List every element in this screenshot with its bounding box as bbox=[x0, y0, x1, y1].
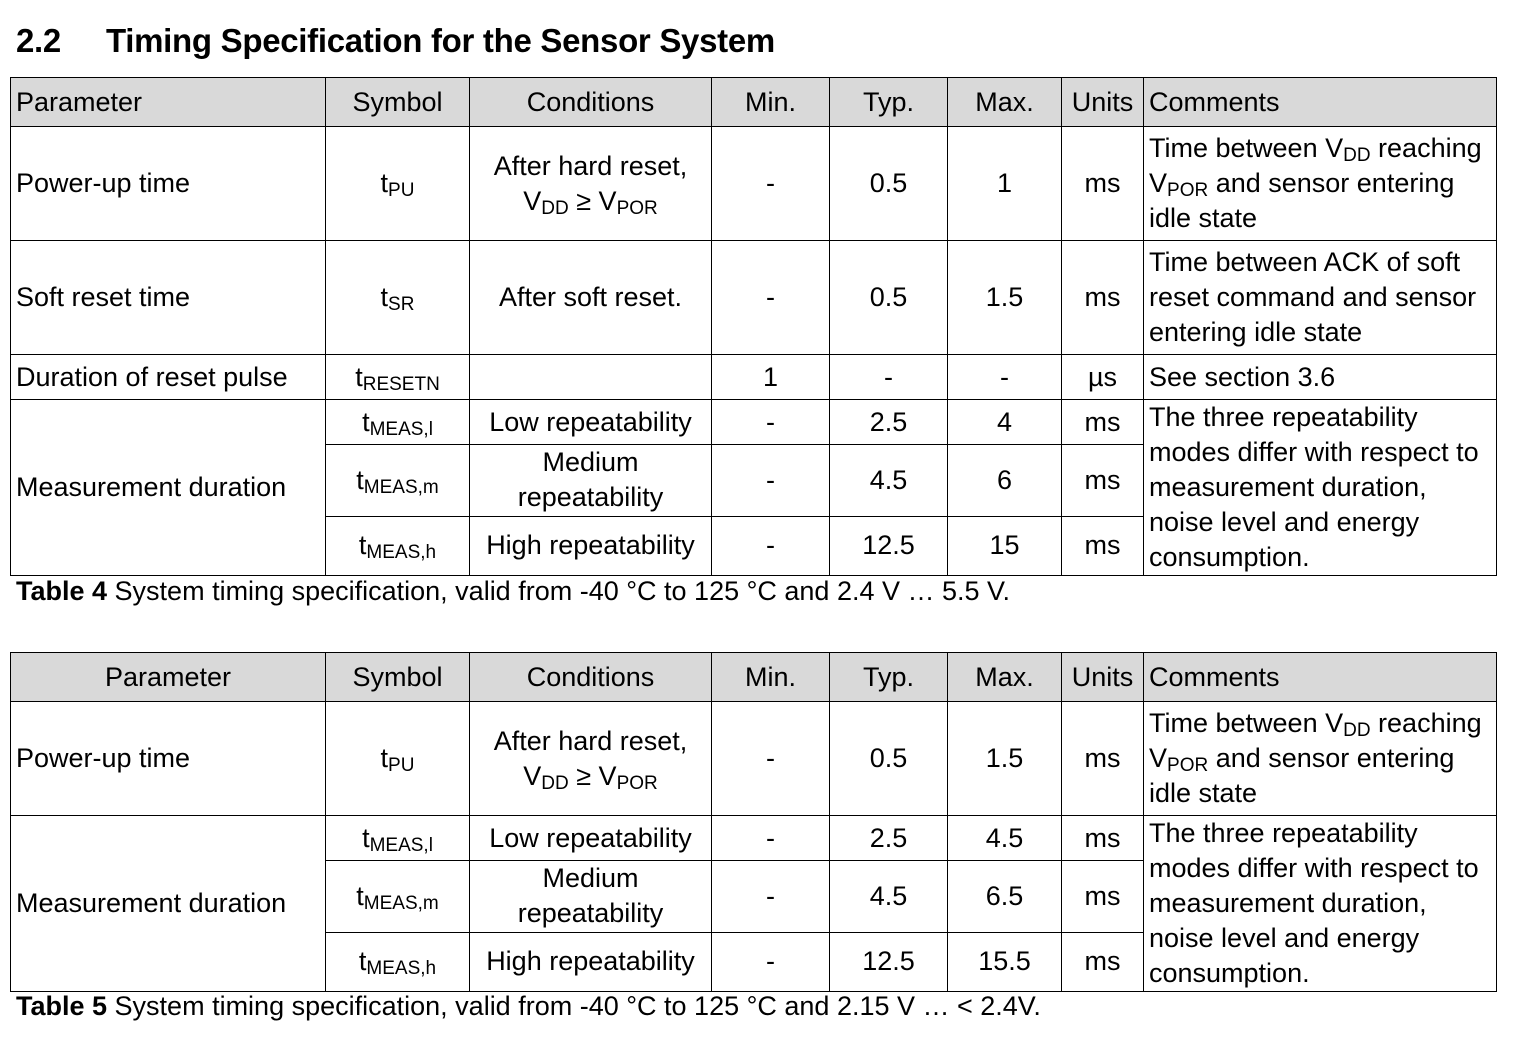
comments-cell: The three repeatability modes differ with respect to measurement duration, noise level and energy consumption. bbox=[1144, 400, 1497, 576]
caption-text: System timing specification, valid from -40 °C to 125 °C and 2.15 V … < 2.4V. bbox=[107, 991, 1041, 1021]
max-cell: 1 bbox=[948, 127, 1062, 241]
min-cell: 1 bbox=[712, 355, 830, 400]
units-cell: µs bbox=[1062, 355, 1144, 400]
symbol-cell: $t_{SR}$ bbox=[326, 241, 470, 355]
parameter-cell: Measurement duration bbox=[11, 816, 326, 992]
table-row bbox=[11, 702, 1497, 816]
header-typ: Typ. bbox=[830, 78, 948, 127]
conditions-cell: Low repeatability bbox=[470, 816, 712, 861]
parameter-cell: Soft reset time bbox=[11, 241, 326, 355]
symbol-cell: $t_{MEAS,m}$ bbox=[326, 445, 470, 516]
typ-cell: 0.5 bbox=[830, 241, 948, 355]
units-cell: ms bbox=[1062, 861, 1144, 932]
header-conditions: Conditions bbox=[470, 653, 712, 702]
units-cell: ms bbox=[1062, 445, 1144, 516]
header-units: Units bbox=[1062, 653, 1144, 702]
max-cell: 6 bbox=[948, 445, 1062, 516]
table-row bbox=[11, 400, 1497, 445]
symbol-cell: $t_{PU}$ bbox=[326, 702, 470, 816]
conditions-cell: After soft reset. bbox=[470, 241, 712, 355]
timing-table-5 bbox=[10, 652, 1497, 992]
typ-cell: 2.5 bbox=[830, 400, 948, 445]
conditions-cell: Medium repeatability bbox=[470, 445, 712, 516]
caption-label: Table 5 bbox=[16, 991, 108, 1021]
table-row bbox=[11, 355, 1497, 400]
table-row bbox=[11, 816, 1497, 861]
max-cell: 15 bbox=[948, 516, 1062, 575]
caption-text: System timing specification, valid from -40 °C to 125 °C and 2.4 V … 5.5 V. bbox=[107, 576, 1011, 606]
max-cell: 4.5 bbox=[948, 816, 1062, 861]
table-row bbox=[11, 241, 1497, 355]
conditions-cell: After hard reset, $V_{DD} \ge V_{POR}$ bbox=[470, 127, 712, 241]
max-cell: 4 bbox=[948, 400, 1062, 445]
min-cell: - bbox=[712, 516, 830, 575]
symbol-cell: $t_{MEAS,m}$ bbox=[326, 861, 470, 932]
units-cell: ms bbox=[1062, 932, 1144, 991]
header-min: Min. bbox=[712, 78, 830, 127]
typ-cell: - bbox=[830, 355, 948, 400]
min-cell: - bbox=[712, 241, 830, 355]
symbol-cell: $t_{MEAS,h}$ bbox=[326, 932, 470, 991]
section-number: 2.2 bbox=[16, 22, 61, 59]
min-cell: - bbox=[712, 932, 830, 991]
units-cell: ms bbox=[1062, 127, 1144, 241]
header-max: Max. bbox=[948, 653, 1062, 702]
symbol-cell: $t_{PU}$ bbox=[326, 127, 470, 241]
comments-cell: See section 3.6 bbox=[1144, 355, 1497, 400]
typ-cell: 0.5 bbox=[830, 702, 948, 816]
conditions-cell bbox=[470, 355, 712, 400]
header-parameter: Parameter bbox=[11, 78, 326, 127]
header-comments: Comments bbox=[1144, 78, 1497, 127]
parameter-cell: Power-up time bbox=[11, 127, 326, 241]
typ-cell: 12.5 bbox=[830, 516, 948, 575]
max-cell: 1.5 bbox=[948, 241, 1062, 355]
min-cell: - bbox=[712, 816, 830, 861]
typ-cell: 4.5 bbox=[830, 861, 948, 932]
units-cell: ms bbox=[1062, 702, 1144, 816]
units-cell: ms bbox=[1062, 400, 1144, 445]
conditions-cell: Medium repeatability bbox=[470, 861, 712, 932]
parameter-cell: Measurement duration bbox=[11, 400, 326, 576]
header-min: Min. bbox=[712, 653, 830, 702]
comments-cell: Time between $V_{DD}$ reaching $V_{POR}$ and sensor entering idle state bbox=[1144, 702, 1497, 816]
max-cell: 1.5 bbox=[948, 702, 1062, 816]
symbol-cell: $t_{MEAS,l}$ bbox=[326, 400, 470, 445]
timing-table-4 bbox=[10, 77, 1497, 576]
table-row bbox=[11, 127, 1497, 241]
typ-cell: 2.5 bbox=[830, 816, 948, 861]
typ-cell: 12.5 bbox=[830, 932, 948, 991]
header-row bbox=[11, 78, 1497, 127]
units-cell: ms bbox=[1062, 816, 1144, 861]
table-4-caption bbox=[16, 576, 1010, 607]
comments-cell: Time between ACK of soft reset command and sensor entering idle state bbox=[1144, 241, 1497, 355]
min-cell: - bbox=[712, 400, 830, 445]
header-max: Max. bbox=[948, 78, 1062, 127]
conditions-cell: Low repeatability bbox=[470, 400, 712, 445]
typ-cell: 4.5 bbox=[830, 445, 948, 516]
max-cell: 15.5 bbox=[948, 932, 1062, 991]
units-cell: ms bbox=[1062, 241, 1144, 355]
parameter-cell: Power-up time bbox=[11, 702, 326, 816]
symbol-cell: $t_{MEAS,l}$ bbox=[326, 816, 470, 861]
header-parameter: Parameter bbox=[11, 653, 326, 702]
table-5-caption bbox=[16, 991, 1041, 1022]
conditions-cell: High repeatability bbox=[470, 516, 712, 575]
min-cell: - bbox=[712, 861, 830, 932]
typ-cell: 0.5 bbox=[830, 127, 948, 241]
header-conditions: Conditions bbox=[470, 78, 712, 127]
symbol-cell: $t_{MEAS,h}$ bbox=[326, 516, 470, 575]
conditions-cell: High repeatability bbox=[470, 932, 712, 991]
header-row bbox=[11, 653, 1497, 702]
section-title: Timing Specification for the Sensor System bbox=[106, 22, 775, 59]
section-heading bbox=[16, 22, 775, 60]
units-cell: ms bbox=[1062, 516, 1144, 575]
comments-cell: The three repeatability modes differ with respect to measurement duration, noise level and energy consumption. bbox=[1144, 816, 1497, 992]
header-units: Units bbox=[1062, 78, 1144, 127]
header-symbol: Symbol bbox=[326, 653, 470, 702]
header-comments: Comments bbox=[1144, 653, 1497, 702]
header-symbol: Symbol bbox=[326, 78, 470, 127]
header-typ: Typ. bbox=[830, 653, 948, 702]
min-cell: - bbox=[712, 702, 830, 816]
caption-label: Table 4 bbox=[16, 576, 108, 606]
comments-cell: Time between $V_{DD}$ reaching $V_{POR}$ and sensor entering idle state bbox=[1144, 127, 1497, 241]
parameter-cell: Duration of reset pulse bbox=[11, 355, 326, 400]
max-cell: 6.5 bbox=[948, 861, 1062, 932]
max-cell: - bbox=[948, 355, 1062, 400]
min-cell: - bbox=[712, 127, 830, 241]
conditions-cell: After hard reset, $V_{DD} \ge V_{POR}$ bbox=[470, 702, 712, 816]
min-cell: - bbox=[712, 445, 830, 516]
symbol-cell: $t_{RESETN}$ bbox=[326, 355, 470, 400]
